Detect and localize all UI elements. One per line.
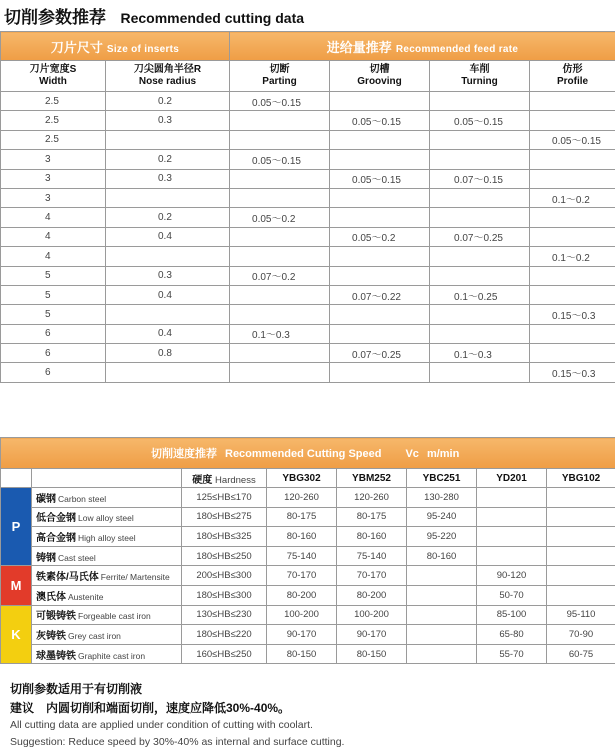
table-cell: 2.5: [1, 130, 106, 149]
table-cell: [330, 92, 430, 111]
table-row: [1, 324, 615, 343]
table-row: [1, 150, 615, 169]
column-header-grooving: 切槽 Grooving: [330, 61, 430, 92]
table-cell: [430, 324, 530, 343]
speed-value: [407, 644, 477, 664]
feed-table-column-header: [1, 61, 615, 92]
speed-value: 80-160: [407, 546, 477, 566]
speed-table-column-header: [1, 469, 615, 488]
column-header-profile: 仿形 Profile: [530, 61, 615, 92]
column-header-parting: 切断 Parting: [230, 61, 330, 92]
table-cell: 0.1～0.3: [230, 324, 330, 343]
group-header-blank: [1, 469, 32, 488]
hardness-range: 125≤HB≤170: [182, 488, 267, 508]
column-header-grade: YBG302: [267, 469, 337, 488]
speed-value: 75-140: [337, 546, 407, 566]
table-cell: 0.05～0.15: [430, 111, 530, 130]
table-row: [1, 227, 615, 246]
column-header-width: 刀片宽度S Width: [1, 61, 106, 92]
table-cell: [106, 247, 230, 266]
cutting-speed-header: 切削速度推荐 Recommended Cutting Speed Vc m/min: [1, 438, 615, 469]
speed-value: 95-220: [407, 527, 477, 547]
table-cell: [330, 188, 430, 207]
table-cell: 0.2: [106, 208, 230, 227]
feed-rate-header: 进给量推荐 Recommended feed rate: [230, 32, 615, 61]
table-cell: [330, 324, 430, 343]
note-suggestion-zh: 建议 内圆切削和端面切削，速度应降低30%-40%。: [10, 701, 291, 715]
table-cell: 0.8: [106, 344, 230, 363]
table-row: [1, 266, 615, 285]
table-row: [1, 111, 615, 130]
speed-value: 80-150: [337, 644, 407, 664]
speed-value: [477, 488, 547, 508]
table-cell: [230, 111, 330, 130]
hardness-range: 180≤HB≤250: [182, 546, 267, 566]
table-cell: [530, 266, 615, 285]
speed-value: 65-80: [477, 625, 547, 645]
table-cell: 0.15～0.3: [530, 305, 615, 324]
table-row: [1, 644, 615, 664]
speed-value: 70-90: [547, 625, 615, 645]
hardness-range: 180≤HB≤275: [182, 507, 267, 527]
table-cell: [330, 208, 430, 227]
table-cell: 0.07～0.15: [430, 169, 530, 188]
table-cell: 0.2: [106, 92, 230, 111]
table-cell: 3: [1, 188, 106, 207]
column-header-grade: YBG102: [547, 469, 615, 488]
speed-value: 70-170: [337, 566, 407, 586]
material-name: 灰铸铁 Grey cast iron: [32, 625, 182, 645]
table-cell: 0.3: [106, 111, 230, 130]
speed-value: [547, 507, 615, 527]
table-row: [1, 363, 615, 382]
speed-value: 120-260: [337, 488, 407, 508]
speed-value: [477, 507, 547, 527]
table-cell: 0.3: [106, 266, 230, 285]
table-cell: 0.07～0.22: [330, 285, 430, 304]
table-cell: [530, 169, 615, 188]
table-cell: [230, 247, 330, 266]
speed-value: 100-200: [267, 605, 337, 625]
speed-value: 80-160: [337, 527, 407, 547]
speed-table-header: [1, 438, 615, 469]
material-header-blank: [32, 469, 182, 488]
table-cell: [430, 208, 530, 227]
speed-value: 130-280: [407, 488, 477, 508]
speed-value: 80-200: [267, 585, 337, 605]
page-title-en: Recommended cutting data: [120, 10, 305, 26]
table-row: [1, 130, 615, 149]
table-cell: 0.1～0.2: [530, 247, 615, 266]
table-cell: 0.1～0.3: [430, 344, 530, 363]
speed-value: 60-75: [547, 644, 615, 664]
column-header-grade: YD201: [477, 469, 547, 488]
table-cell: 5: [1, 266, 106, 285]
table-cell: [230, 363, 330, 382]
speed-value: 95-240: [407, 507, 477, 527]
table-cell: [530, 227, 615, 246]
hardness-range: 180≤HB≤325: [182, 527, 267, 547]
table-cell: 4: [1, 247, 106, 266]
table-cell: [330, 363, 430, 382]
table-cell: [430, 247, 530, 266]
speed-value: [547, 546, 615, 566]
table-cell: [530, 150, 615, 169]
table-cell: 4: [1, 208, 106, 227]
table-cell: [230, 169, 330, 188]
speed-value: 80-160: [267, 527, 337, 547]
speed-value: 75-140: [267, 546, 337, 566]
column-header-hardness: 硬度 Hardness: [182, 469, 267, 488]
column-header-grade: YBC251: [407, 469, 477, 488]
table-cell: [530, 208, 615, 227]
column-header-nose-radius: 刀尖圆角半径R Nose radius: [106, 61, 230, 92]
table-cell: [330, 130, 430, 149]
table-cell: 0.15～0.3: [530, 363, 615, 382]
table-cell: 0.3: [106, 169, 230, 188]
table-cell: 0.05～0.15: [230, 92, 330, 111]
hardness-range: 200≤HB≤300: [182, 566, 267, 586]
material-name: 澳氏体 Austenite: [32, 585, 182, 605]
table-row: [1, 247, 615, 266]
hardness-range: 180≤HB≤220: [182, 625, 267, 645]
table-row: [1, 625, 615, 645]
table-cell: [430, 92, 530, 111]
speed-value: 55-70: [477, 644, 547, 664]
table-cell: 0.05～0.15: [230, 150, 330, 169]
speed-value: 95-110: [547, 605, 615, 625]
table-cell: 0.2: [106, 150, 230, 169]
table-cell: [230, 130, 330, 149]
notes-section: [10, 680, 610, 748]
table-cell: 6: [1, 344, 106, 363]
speed-value: 80-150: [267, 644, 337, 664]
speed-value: 70-170: [267, 566, 337, 586]
table-row: [1, 566, 615, 586]
table-cell: [230, 227, 330, 246]
table-cell: 2.5: [1, 111, 106, 130]
material-group-k: K: [1, 605, 32, 664]
table-cell: [106, 305, 230, 324]
speed-value: [407, 605, 477, 625]
table-row: [1, 585, 615, 605]
hardness-range: 160≤HB≤250: [182, 644, 267, 664]
material-name: 铁素体/马氏体 Ferrite/ Martensite: [32, 566, 182, 586]
table-cell: [106, 363, 230, 382]
feed-rate-table: [0, 31, 615, 383]
table-cell: 6: [1, 363, 106, 382]
table-cell: 0.1～0.25: [430, 285, 530, 304]
feed-table-group-header: [1, 32, 615, 61]
note-coolant-zh: 切削参数适用于有切削液: [10, 682, 143, 696]
table-cell: 5: [1, 285, 106, 304]
material-group-m: M: [1, 566, 32, 605]
table-row: [1, 208, 615, 227]
table-cell: [530, 111, 615, 130]
table-cell: 0.4: [106, 285, 230, 304]
column-header-turning: 车削 Turning: [430, 61, 530, 92]
table-cell: [530, 285, 615, 304]
table-cell: 0.1～0.2: [530, 188, 615, 207]
speed-value: 80-175: [337, 507, 407, 527]
table-cell: [230, 344, 330, 363]
table-cell: [330, 305, 430, 324]
material-name: 可锻铸铁 Forgeable cast iron: [32, 605, 182, 625]
table-cell: [530, 344, 615, 363]
speed-value: 90-170: [267, 625, 337, 645]
table-cell: 0.05～0.15: [530, 130, 615, 149]
hardness-range: 130≤HB≤230: [182, 605, 267, 625]
table-cell: 0.07～0.25: [430, 227, 530, 246]
table-cell: 6: [1, 324, 106, 343]
speed-value: 90-170: [337, 625, 407, 645]
table-cell: [430, 266, 530, 285]
speed-value: [547, 527, 615, 547]
material-name: 铸钢 Cast steel: [32, 546, 182, 566]
material-name: 高合金钢 High alloy steel: [32, 527, 182, 547]
table-cell: 2.5: [1, 92, 106, 111]
table-row: [1, 344, 615, 363]
table-cell: [530, 92, 615, 111]
table-row: [1, 285, 615, 304]
page-title-zh: 切削参数推荐: [4, 8, 106, 27]
page-title: [4, 3, 304, 25]
speed-value: 80-175: [267, 507, 337, 527]
table-row: [1, 488, 615, 508]
table-cell: [230, 305, 330, 324]
speed-value: [547, 566, 615, 586]
table-cell: [330, 150, 430, 169]
table-row: [1, 527, 615, 547]
column-header-grade: YBM252: [337, 469, 407, 488]
hardness-range: 180≤HB≤300: [182, 585, 267, 605]
table-row: [1, 305, 615, 324]
speed-value: [407, 585, 477, 605]
table-cell: 0.05～0.15: [330, 111, 430, 130]
table-cell: 0.05～0.2: [230, 208, 330, 227]
material-name: 低合金钢 Low alloy steel: [32, 507, 182, 527]
table-cell: 3: [1, 150, 106, 169]
speed-value: 100-200: [337, 605, 407, 625]
table-cell: [430, 305, 530, 324]
table-cell: 0.07～0.2: [230, 266, 330, 285]
table-cell: [530, 324, 615, 343]
table-cell: [330, 266, 430, 285]
material-name: 碳钢 Carbon steel: [32, 488, 182, 508]
material-group-p: P: [1, 488, 32, 566]
table-cell: [430, 363, 530, 382]
speed-value: [407, 625, 477, 645]
table-cell: [430, 150, 530, 169]
table-cell: 0.07～0.25: [330, 344, 430, 363]
table-cell: [230, 285, 330, 304]
table-row: [1, 92, 615, 111]
speed-value: [407, 566, 477, 586]
speed-value: 80-200: [337, 585, 407, 605]
table-cell: [230, 188, 330, 207]
speed-value: [477, 527, 547, 547]
table-cell: 4: [1, 227, 106, 246]
table-cell: 0.4: [106, 227, 230, 246]
table-cell: 0.05～0.15: [330, 169, 430, 188]
table-cell: 3: [1, 169, 106, 188]
insert-size-header: 刀片尺寸 Size of inserts: [1, 32, 230, 61]
table-row: [1, 507, 615, 527]
table-row: [1, 546, 615, 566]
table-cell: [106, 130, 230, 149]
table-row: [1, 605, 615, 625]
speed-value: [477, 546, 547, 566]
table-cell: 0.05～0.2: [330, 227, 430, 246]
speed-value: [547, 488, 615, 508]
table-cell: [430, 130, 530, 149]
table-cell: [330, 247, 430, 266]
note-coolant-en: All cutting data are applied under condition of cutting with coolart.: [10, 719, 313, 731]
table-cell: 5: [1, 305, 106, 324]
table-cell: 0.4: [106, 324, 230, 343]
speed-value: 120-260: [267, 488, 337, 508]
speed-value: [547, 585, 615, 605]
material-name: 球墨铸铁 Graphite cast iron: [32, 644, 182, 664]
table-row: [1, 188, 615, 207]
table-cell: [106, 188, 230, 207]
table-row: [1, 169, 615, 188]
cutting-speed-table: [0, 437, 615, 664]
speed-value: 90-120: [477, 566, 547, 586]
table-cell: [430, 188, 530, 207]
speed-value: 50-70: [477, 585, 547, 605]
speed-value: 85-100: [477, 605, 547, 625]
note-suggestion-en: Suggestion: Reduce speed by 30%-40% as internal and surface cutting.: [10, 736, 345, 748]
